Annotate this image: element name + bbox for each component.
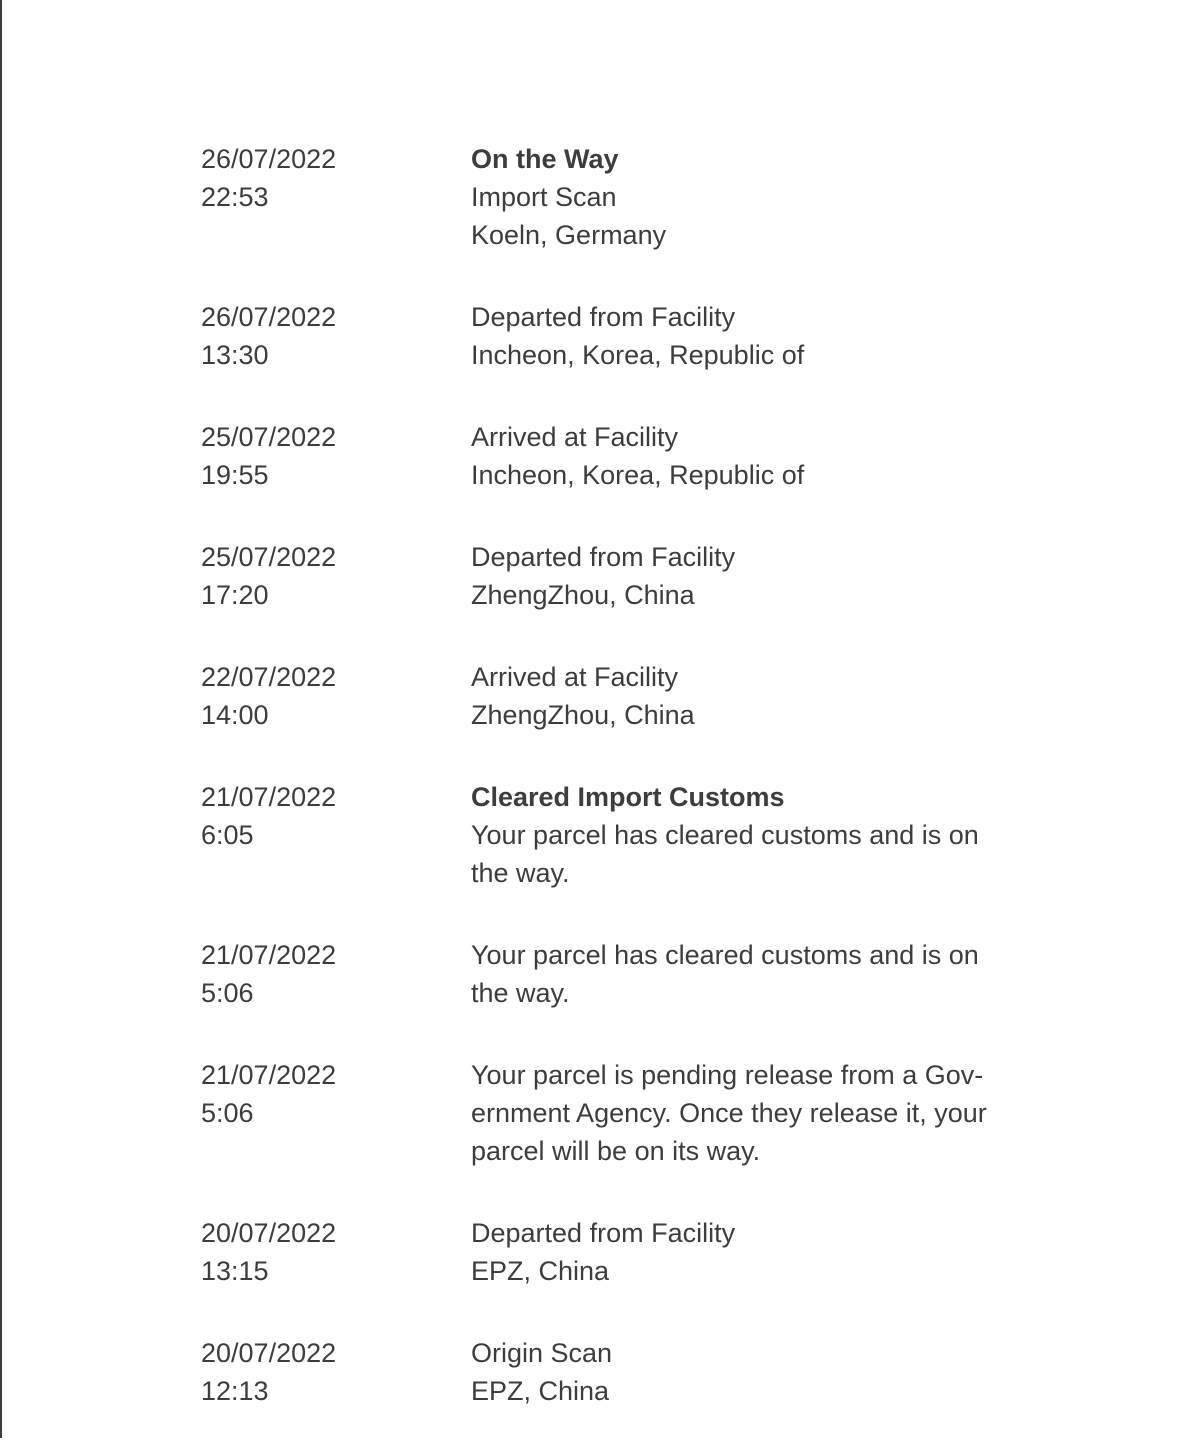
- event-location: Koeln, Germany: [471, 220, 667, 250]
- tracking-event: [201, 658, 1021, 778]
- event-description: Import Scan: [471, 182, 617, 212]
- event-details: [471, 140, 1006, 254]
- event-date: 20/07/2022: [201, 1218, 337, 1248]
- event-date: 22/07/2022: [201, 662, 337, 692]
- event-timestamp: [201, 1056, 471, 1132]
- event-description: Your parcel has cleared customs and is on the way.: [471, 940, 979, 1008]
- event-description: Origin Scan: [471, 1338, 613, 1368]
- event-time: 12:13: [201, 1376, 269, 1406]
- event-description: Departed from Facility: [471, 1218, 736, 1248]
- event-date: 25/07/2022: [201, 422, 337, 452]
- event-details: [471, 298, 1006, 374]
- event-timestamp: [201, 658, 471, 734]
- event-date: 26/07/2022: [201, 144, 337, 174]
- event-status: Cleared Import Customs: [471, 782, 785, 812]
- event-time: 6:05: [201, 820, 254, 850]
- tracking-event: [201, 418, 1021, 538]
- event-location: ZhengZhou, China: [471, 700, 695, 730]
- event-details: [471, 1056, 1006, 1170]
- event-location: Incheon, Korea, Republic of: [471, 340, 805, 370]
- tracking-event: [201, 1056, 1021, 1214]
- event-description: Your parcel has cleared customs and is on the way.: [471, 820, 979, 888]
- event-timestamp: [201, 140, 471, 216]
- event-time: 5:06: [201, 978, 254, 1008]
- event-date: 25/07/2022: [201, 542, 337, 572]
- tracking-event: [201, 1334, 1021, 1454]
- event-location: EPZ, China: [471, 1256, 610, 1286]
- event-description: Your parcel is pending release from a Gov-ernment Agency. Once they release it, your parcel will be on its way.: [471, 1060, 987, 1166]
- tracking-event: [201, 538, 1021, 658]
- event-timestamp: [201, 538, 471, 614]
- event-location: ZhengZhou, China: [471, 580, 695, 610]
- event-date: 21/07/2022: [201, 1060, 337, 1090]
- event-description: Departed from Facility: [471, 302, 736, 332]
- event-timestamp: [201, 1334, 471, 1410]
- event-timestamp: [201, 298, 471, 374]
- left-border: [0, 0, 2, 1438]
- event-timestamp: [201, 778, 471, 854]
- tracking-event: [201, 936, 1021, 1056]
- event-status: On the Way: [471, 144, 619, 174]
- event-time: 13:15: [201, 1256, 269, 1286]
- tracking-event: [201, 140, 1021, 298]
- event-date: 20/07/2022: [201, 1338, 337, 1368]
- event-description: Arrived at Facility: [471, 422, 679, 452]
- tracking-event: [201, 778, 1021, 936]
- tracking-event: [201, 1214, 1021, 1334]
- tracking-timeline: [201, 140, 1021, 1454]
- event-details: [471, 1334, 1006, 1410]
- event-details: [471, 418, 1006, 494]
- event-time: 5:06: [201, 1098, 254, 1128]
- event-time: 17:20: [201, 580, 269, 610]
- event-date: 21/07/2022: [201, 782, 337, 812]
- event-date: 21/07/2022: [201, 940, 337, 970]
- event-time: 22:53: [201, 182, 269, 212]
- event-date: 26/07/2022: [201, 302, 337, 332]
- event-location: EPZ, China: [471, 1376, 610, 1406]
- event-description: Departed from Facility: [471, 542, 736, 572]
- event-details: [471, 1214, 1006, 1290]
- event-timestamp: [201, 1214, 471, 1290]
- event-details: [471, 538, 1006, 614]
- event-time: 14:00: [201, 700, 269, 730]
- event-timestamp: [201, 418, 471, 494]
- event-details: [471, 936, 1006, 1012]
- tracking-event: [201, 298, 1021, 418]
- event-location: Incheon, Korea, Republic of: [471, 460, 805, 490]
- event-timestamp: [201, 936, 471, 1012]
- event-details: [471, 658, 1006, 734]
- event-details: [471, 778, 1006, 892]
- event-time: 19:55: [201, 460, 269, 490]
- event-description: Arrived at Facility: [471, 662, 679, 692]
- event-time: 13:30: [201, 340, 269, 370]
